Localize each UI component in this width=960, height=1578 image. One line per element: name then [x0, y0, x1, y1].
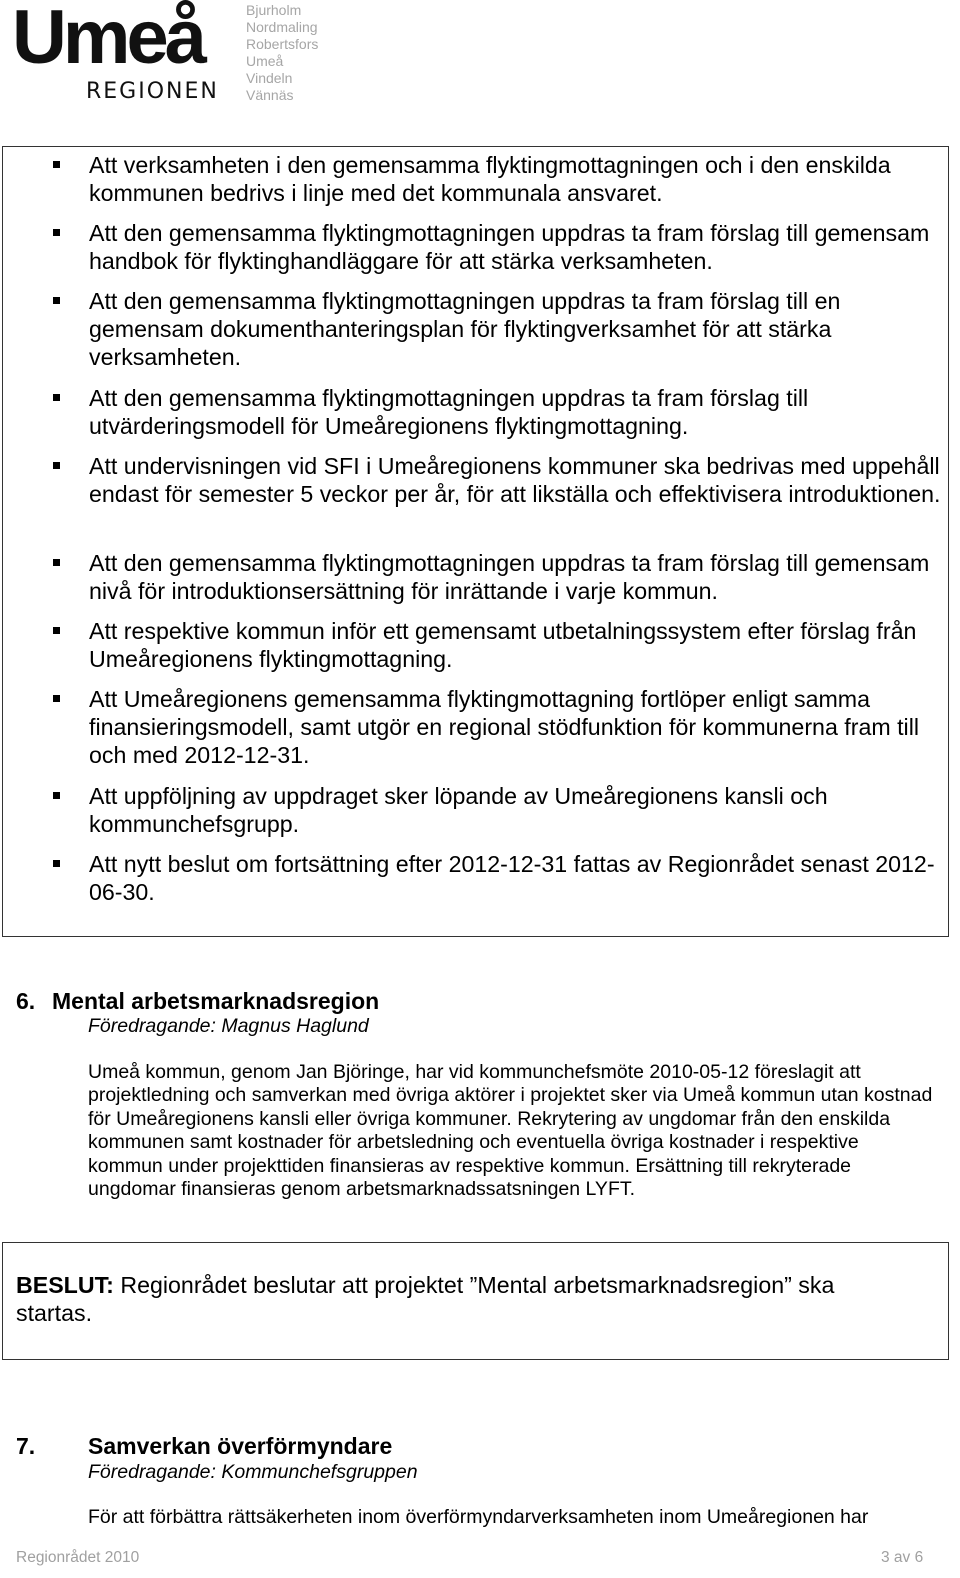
- section-body: För att förbättra rättsäkerheten inom överförmyndarverksamheten inom Umeåregionen har: [88, 1506, 869, 1528]
- list-item-text: Att undervisningen vid SFI i Umeåregionens kommuner ska bedrivas med uppehåll endast för semester 5 veckor per år, för att likställa och effektivisera introduktionen.: [89, 453, 941, 507]
- decision-text: [16, 1271, 916, 1327]
- decision-body: Regionrådet beslutar att projektet ”Mental arbetsmarknadsregion” ska startas.: [16, 1272, 835, 1326]
- municipality-item: Nordmaling: [246, 19, 318, 35]
- municipality-item: Bjurholm: [246, 2, 302, 18]
- square-bullet-icon: [53, 229, 60, 236]
- list-item-text: Att uppföljning av uppdraget sker löpande av Umeåregionens kansli och kommunchefsgrupp.: [89, 783, 828, 837]
- logo-subtitle: REGIONEN: [86, 79, 219, 104]
- decision-box: [2, 1242, 949, 1360]
- municipality-item: Vännäs: [246, 87, 294, 103]
- square-bullet-icon: [53, 695, 60, 702]
- footer-page-number: 3 av 6: [881, 1549, 924, 1566]
- square-bullet-icon: [53, 161, 60, 168]
- list-item-text: Att den gemensamma flyktingmottagningen uppdras ta fram förslag till gemensam handbok för flyktinghandläggare för att stärka verksamheten.: [89, 220, 930, 274]
- square-bullet-icon: [53, 559, 60, 566]
- section-title: Mental arbetsmarknadsregion: [52, 988, 380, 1014]
- square-bullet-icon: [53, 792, 60, 799]
- section-number: 7.: [16, 1433, 36, 1459]
- section-title: Samverkan överförmyndare: [88, 1433, 393, 1459]
- list-item-text: Att Umeåregionens gemensamma flyktingmottagning fortlöper enligt samma finansieringsmodell, samt utgör en regional stödfunktion för kommunerna fram till och med 2012-12-31.: [89, 686, 919, 768]
- umearegionen-logo: [12, 0, 222, 104]
- square-bullet-icon: [53, 627, 60, 634]
- list-item-text: Att nytt beslut om fortsättning efter 2012-12-31 fattas av Regionrådet senast 2012-06-30.: [89, 851, 935, 905]
- list-item-text: Att respektive kommun inför ett gemensamt utbetalningssystem efter förslag från Umeåregionens flyktingmottagning.: [89, 618, 917, 672]
- section-number: 6.: [16, 988, 36, 1014]
- square-bullet-icon: [53, 462, 60, 469]
- square-bullet-icon: [53, 297, 60, 304]
- section-body: Umeå kommun, genom Jan Björinge, har vid kommunchefsmöte 2010-05-12 föreslagit att projektledning och samverkan med övriga aktörer i projektet sker via Umeå kommun utan kostnad för Umeåregionens kansli eller övriga kommuner. Rekrytering av ungdomar från den enskilda kommunen samt kostnader för arbetsledning och eventuella övriga kostnader i respektive kommun under projekttiden finansieras av respektive kommun. Ersättning till rekryterade ungdomar finansieras genom arbetsmarknadssatsningen LYFT.: [88, 1061, 933, 1201]
- municipality-item: Vindeln: [246, 70, 293, 86]
- municipality-item: Umeå: [246, 53, 284, 69]
- presenter-line: Föredragande: Magnus Haglund: [88, 1015, 369, 1037]
- presenter-line: Föredragande: Kommunchefsgruppen: [88, 1461, 418, 1483]
- decision-bullet-box: [2, 146, 949, 937]
- list-item-text: Att den gemensamma flyktingmottagningen uppdras ta fram förslag till en gemensam dokumenthanteringsplan för flyktingverksamhet för att stärka verksamheten.: [89, 288, 841, 370]
- decision-label: BESLUT:: [16, 1272, 114, 1298]
- footer-document-name: Regionrådet 2010: [16, 1549, 140, 1566]
- list-item-text: Att den gemensamma flyktingmottagningen uppdras ta fram förslag till utvärderingsmodell för Umeåregionens flyktingmottagning.: [89, 385, 809, 439]
- municipality-item: Robertsfors: [246, 36, 319, 52]
- list-item-text: Att den gemensamma flyktingmottagningen uppdras ta fram förslag till gemensam nivå för introduktionsersättning för inrättande i varje kommun.: [89, 550, 930, 604]
- square-bullet-icon: [53, 860, 60, 867]
- municipality-list: [246, 2, 318, 104]
- square-bullet-icon: [53, 394, 60, 401]
- logo-wordmark: Umeå: [12, 0, 203, 80]
- list-item-text: Att verksamheten i den gemensamma flyktingmottagningen och i den enskilda kommunen bedrivs i linje med det kommunala ansvaret.: [89, 152, 891, 206]
